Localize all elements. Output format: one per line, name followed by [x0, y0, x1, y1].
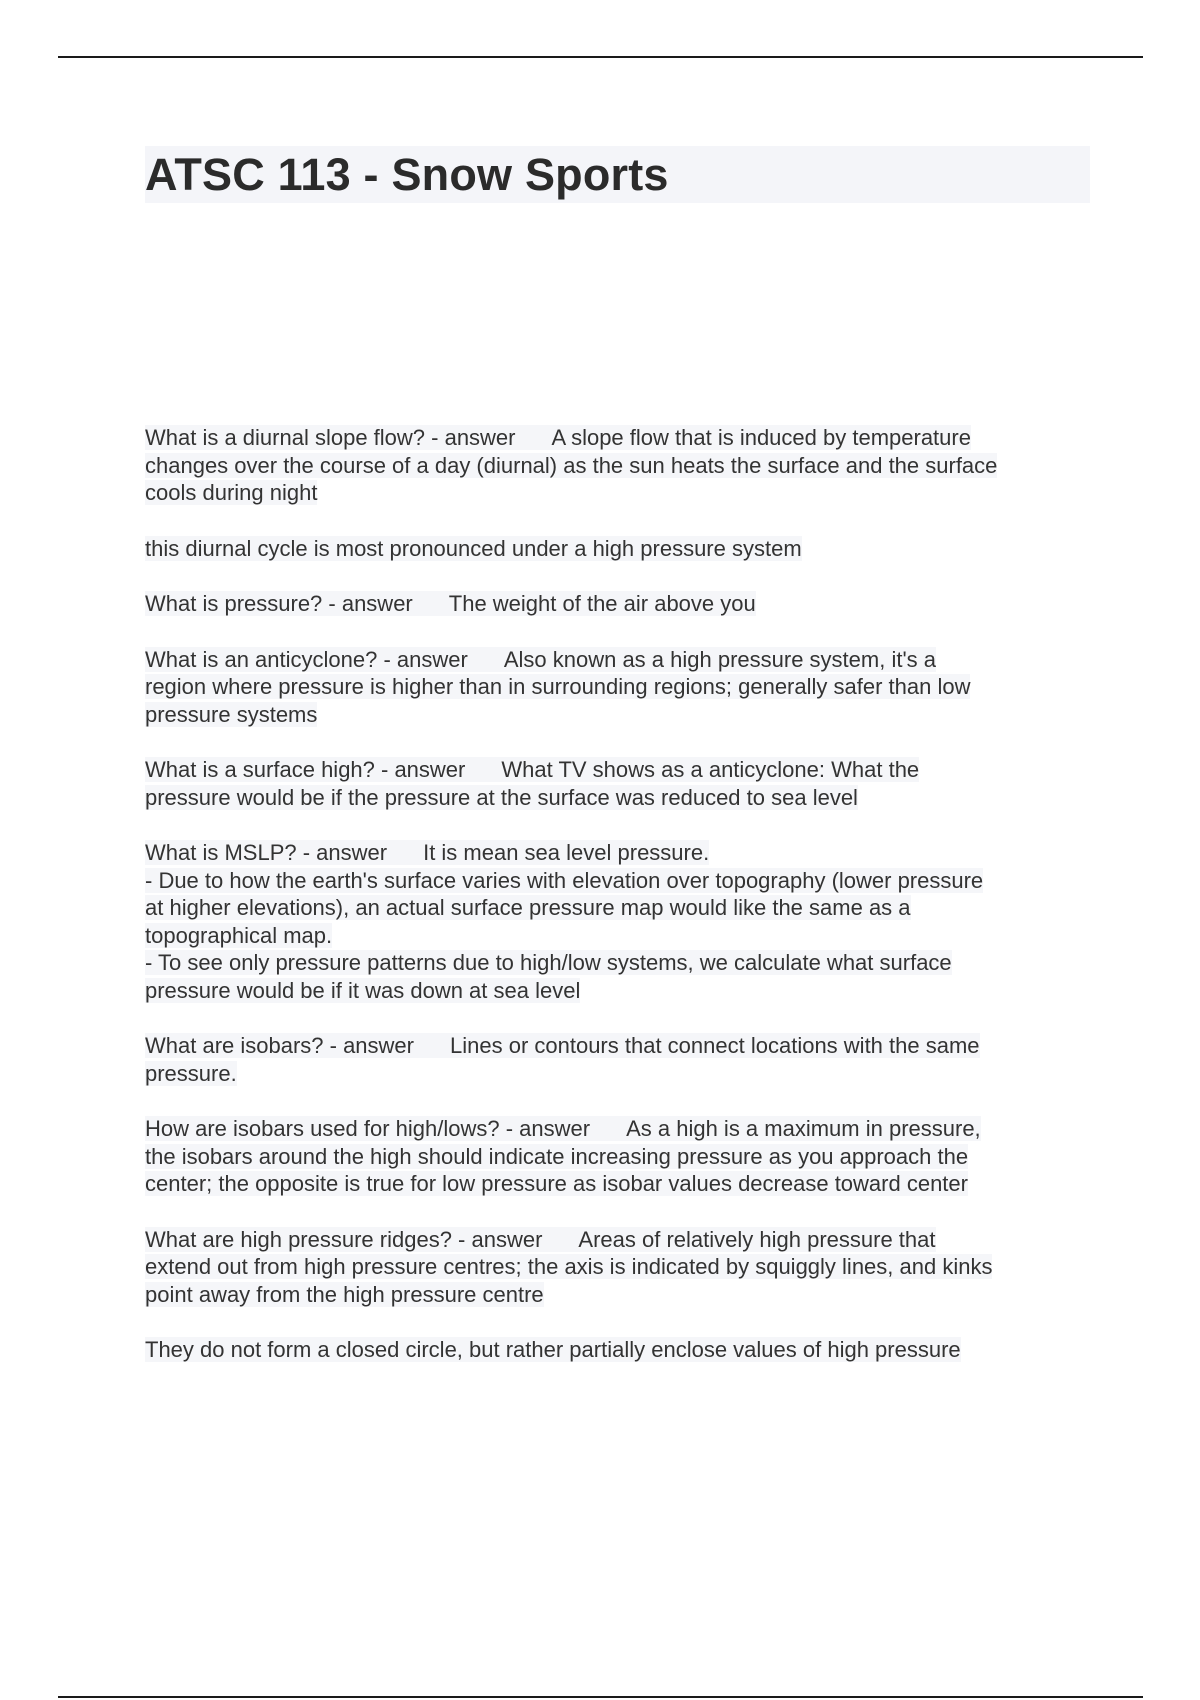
text-line	[145, 1032, 1085, 1060]
body-text: point away from the high pressure centre	[145, 1281, 544, 1307]
body-text: pressure systems	[145, 701, 318, 727]
text-line	[145, 977, 1085, 1005]
body-text: - To see only pressure patterns due to high/low systems, we calculate what surface	[145, 950, 952, 975]
answer-text: Also known as a high pressure system, it's a	[503, 646, 936, 672]
question-text: What is MSLP? - answer	[145, 840, 388, 865]
text-line	[145, 452, 1085, 480]
question-answer-line	[145, 1227, 936, 1252]
body-text: They do not form a closed circle, but rather partially enclose values of high pressure	[145, 1337, 961, 1362]
qa-block	[145, 590, 1085, 618]
answer-text: A slope flow that is induced by temperature	[551, 425, 971, 450]
question-answer-line	[145, 425, 971, 450]
question-answer-line	[145, 591, 756, 616]
text-line	[145, 1336, 1085, 1364]
question-answer-line	[145, 757, 919, 782]
body-text: - Due to how the earth's surface varies with elevation over topography (lower pressure	[145, 867, 984, 893]
question-answer-line	[145, 840, 709, 865]
question-text: How are isobars used for high/lows? - answer	[145, 1116, 591, 1141]
text-line	[145, 1170, 1085, 1198]
text-line	[145, 1226, 1085, 1254]
qa-block	[145, 839, 1085, 1004]
text-line	[145, 784, 1085, 812]
document-body	[145, 424, 1085, 1392]
text-line	[145, 1115, 1085, 1143]
question-text: What is an anticyclone? - answer	[145, 646, 468, 672]
text-line	[145, 479, 1085, 507]
answer-text: Areas of relatively high pressure that	[578, 1226, 936, 1252]
text-line	[145, 894, 1085, 922]
text-line	[145, 756, 1085, 784]
text-line	[145, 1253, 1085, 1281]
qa-block	[145, 535, 1085, 563]
text-line	[145, 949, 1085, 977]
qa-block	[145, 1032, 1085, 1087]
body-text: this diurnal cycle is most pronounced under a high pressure system	[145, 535, 802, 561]
body-text: pressure.	[145, 1060, 237, 1086]
body-text: center; the opposite is true for low pressure as isobar values decrease toward center	[145, 1171, 968, 1196]
answer-text: As a high is a maximum in pressure,	[626, 1116, 981, 1141]
body-text: extend out from high pressure centres; the axis is indicated by squiggly lines, and kinks	[145, 1254, 993, 1279]
body-text: changes over the course of a day (diurnal) as the sun heats the surface and the surface	[145, 452, 998, 478]
text-line	[145, 1060, 1085, 1088]
text-line	[145, 1143, 1085, 1171]
question-text: What is a diurnal slope flow? - answer	[145, 425, 516, 450]
footer-rule	[58, 1696, 1143, 1698]
question-answer-line	[145, 1033, 980, 1058]
qa-block	[145, 646, 1085, 729]
question-answer-line	[145, 647, 936, 672]
body-text: topographical map.	[145, 922, 333, 948]
answer-text: It is mean sea level pressure.	[423, 840, 710, 865]
text-line	[145, 839, 1085, 867]
header-rule	[58, 56, 1143, 58]
text-line	[145, 867, 1085, 895]
text-line	[145, 646, 1085, 674]
question-answer-line	[145, 1116, 981, 1141]
body-text: the isobars around the high should indicate increasing pressure as you approach the	[145, 1143, 969, 1169]
text-line	[145, 590, 1085, 618]
qa-block	[145, 756, 1085, 811]
body-text: region where pressure is higher than in surrounding regions; generally safer than low	[145, 674, 971, 699]
text-line	[145, 701, 1085, 729]
question-text: What are isobars? - answer	[145, 1033, 414, 1058]
body-text: pressure would be if the pressure at the surface was reduced to sea level	[145, 784, 858, 810]
question-text: What is a surface high? - answer	[145, 757, 466, 782]
text-line	[145, 922, 1085, 950]
question-text: What is pressure? - answer	[145, 591, 413, 616]
body-text: at higher elevations), an actual surface pressure map would like the same as a	[145, 895, 911, 920]
text-line	[145, 1281, 1085, 1309]
text-line	[145, 673, 1085, 701]
answer-text: Lines or contours that connect locations with the same	[450, 1033, 980, 1058]
question-text: What are high pressure ridges? - answer	[145, 1226, 543, 1252]
text-line	[145, 535, 1085, 563]
body-text: pressure would be if it was down at sea level	[145, 977, 581, 1003]
qa-block	[145, 1336, 1085, 1364]
page-title: ATSC 113 - Snow Sports	[145, 149, 669, 200]
text-line	[145, 424, 1085, 452]
qa-block	[145, 424, 1085, 507]
qa-block	[145, 1226, 1085, 1309]
body-text: cools during night	[145, 480, 318, 505]
qa-block	[145, 1115, 1085, 1198]
answer-text: What TV shows as a anticyclone: What the	[501, 757, 920, 782]
answer-text: The weight of the air above you	[448, 591, 756, 616]
